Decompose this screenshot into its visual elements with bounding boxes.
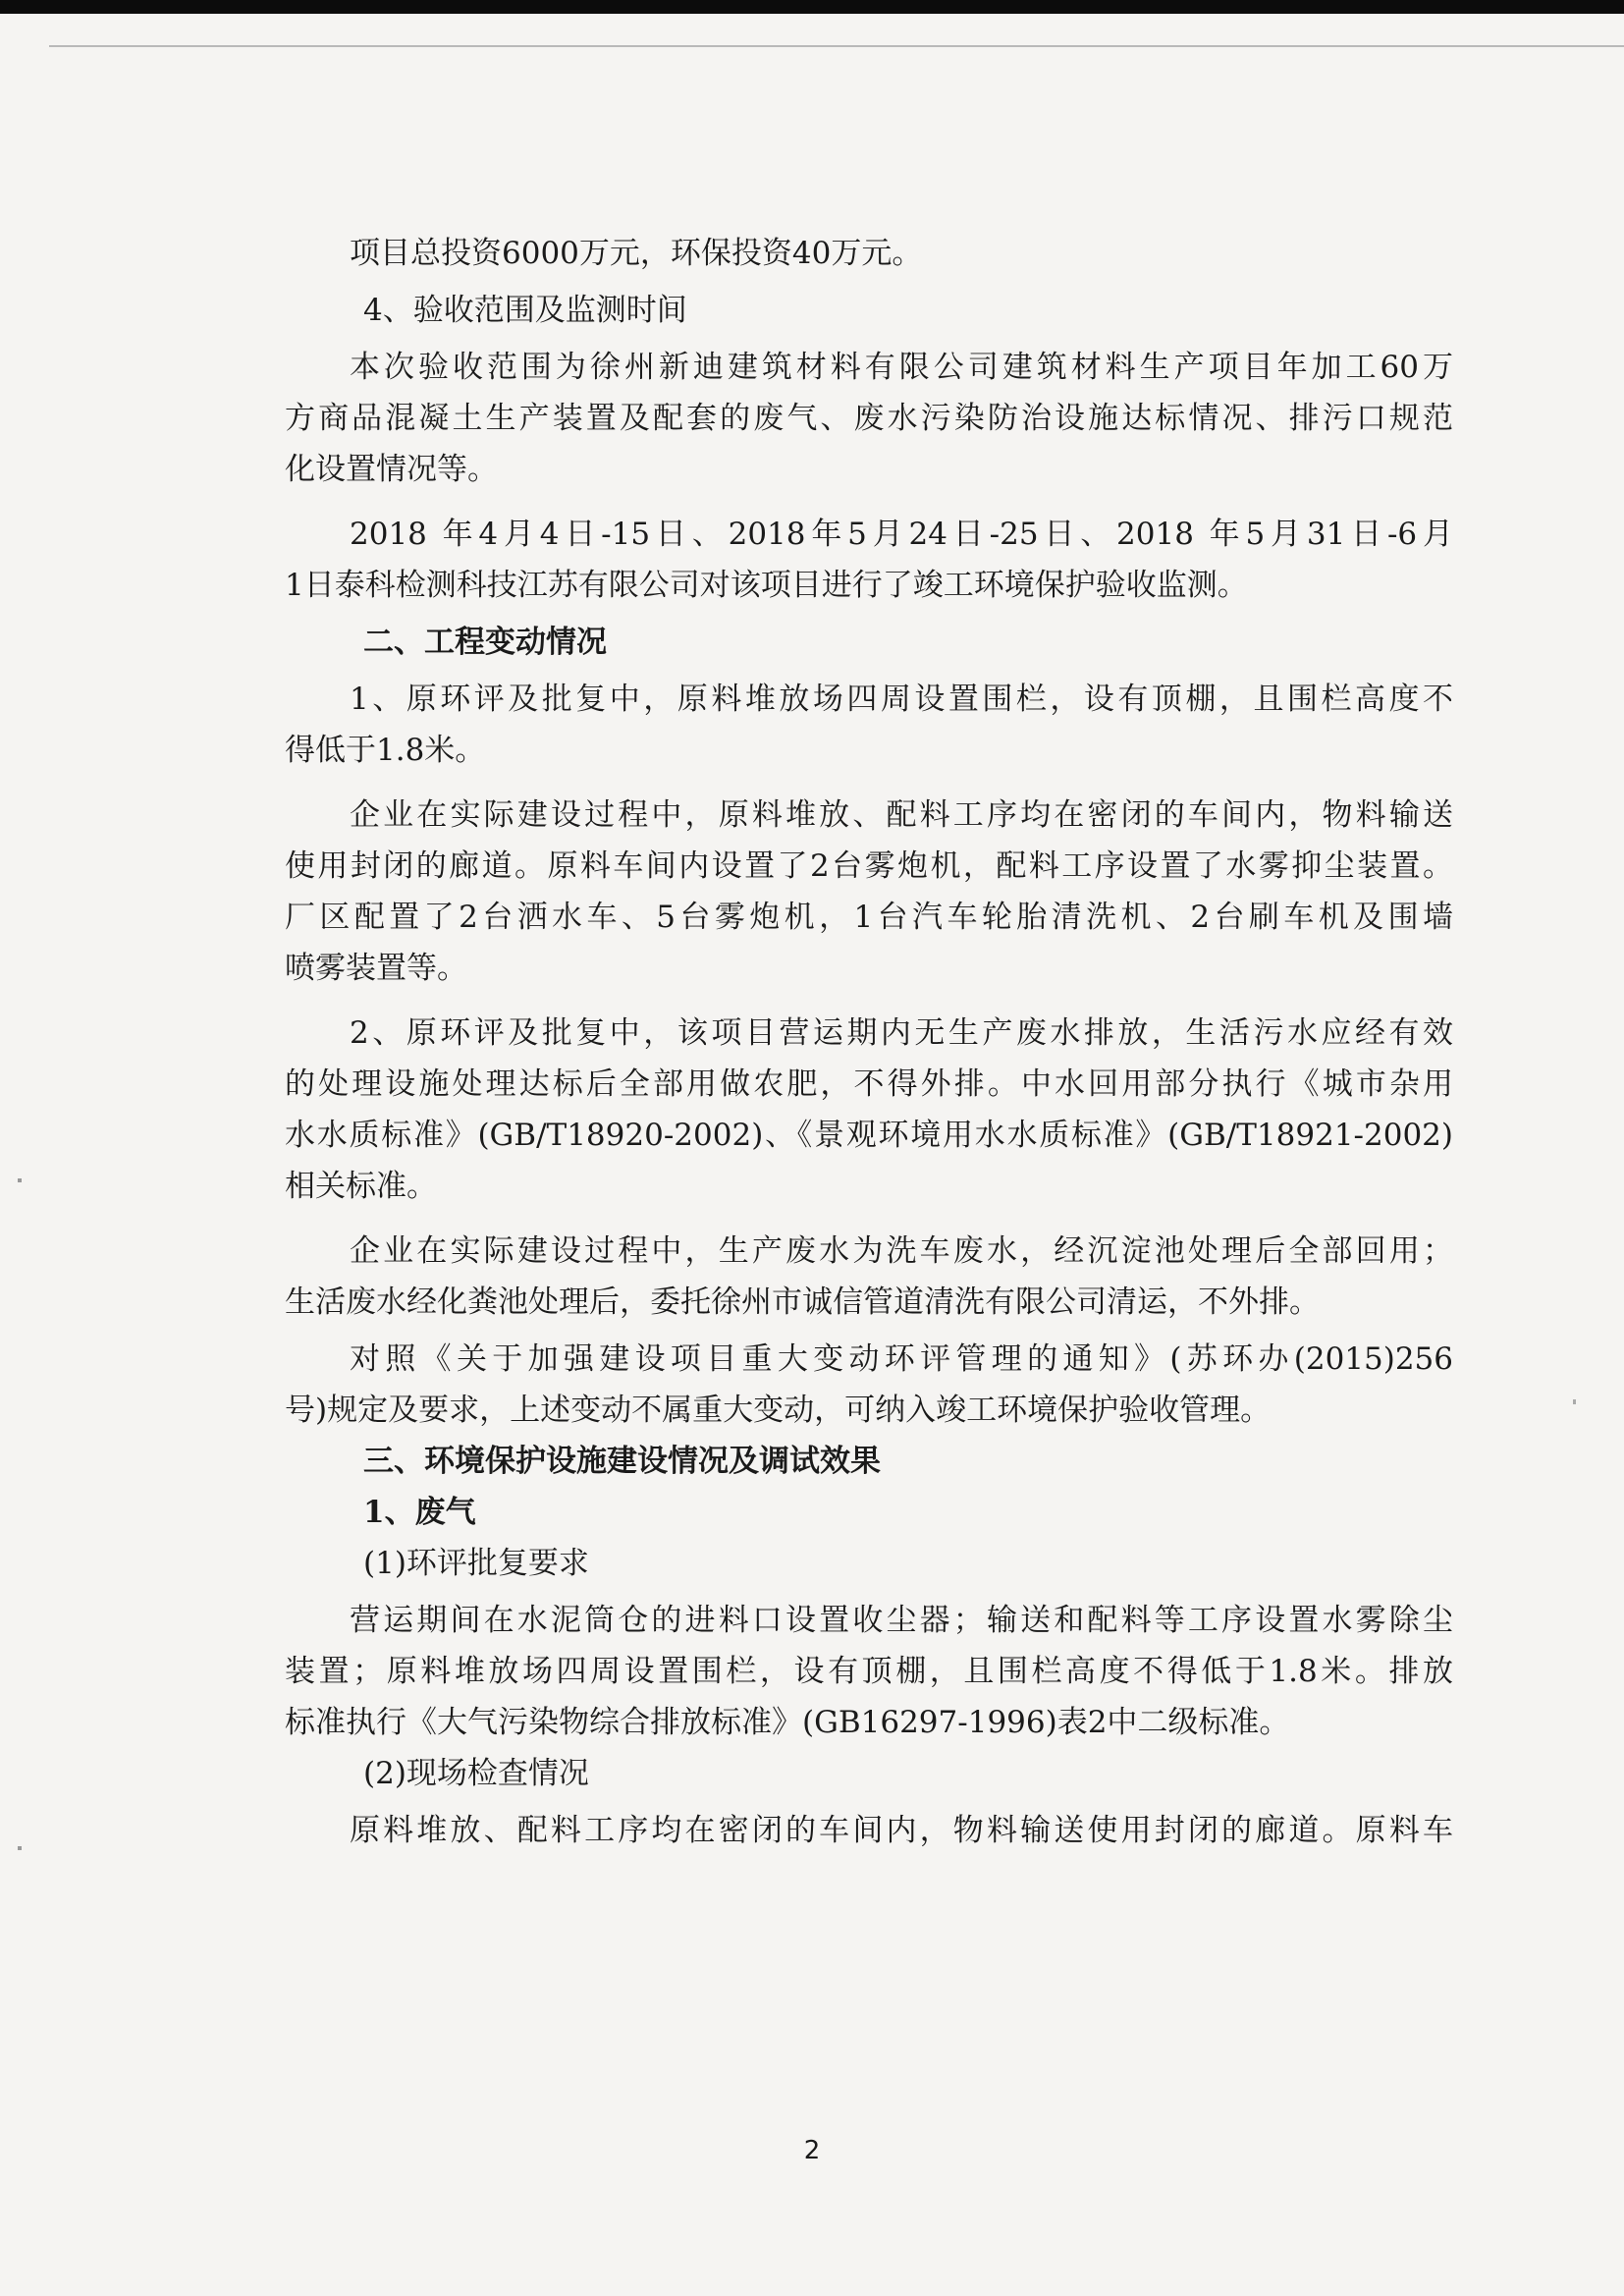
scan-speck	[18, 1846, 22, 1850]
section-subheading: 1、废气	[363, 1495, 476, 1530]
section-heading: 三、环境保护设施建设情况及调试效果	[363, 1444, 881, 1479]
scan-speck	[18, 1178, 22, 1182]
paragraph-line: 2018 年4月4日-15日、2018年5月24日-25日、2018 年5月31日-6月	[350, 517, 1453, 552]
paragraph-line: 水水质标准》(GB/T18920-2002)、《景观环境用水水质标准》(GB/T18921-2002)	[285, 1118, 1453, 1153]
scan-edge-line	[49, 45, 1624, 47]
subsection-label: (2)现场检查情况	[363, 1756, 589, 1791]
paragraph-line: 方商品混凝土生产装置及配套的废气、废水污染防治设施达标情况、排污口规范	[285, 401, 1453, 436]
paragraph-line: 2、原环评及批复中，该项目营运期内无生产废水排放，生活污水应经有效	[350, 1015, 1453, 1051]
paragraph-line: 厂区配置了2台洒水车、5台雾炮机，1台汽车轮胎清洗机、2台刷车机及围墙	[285, 900, 1453, 935]
paragraph-line: 营运期间在水泥筒仓的进料口设置收尘器；输送和配料等工序设置水雾除尘	[350, 1603, 1453, 1638]
paragraph-line: 喷雾装置等。	[285, 951, 467, 986]
paragraph-line: 原料堆放、配料工序均在密闭的车间内，物料输送使用封闭的廊道。原料车	[350, 1813, 1453, 1848]
section-subheading: 4、验收范围及监测时间	[363, 293, 687, 328]
paragraph-line: 的处理设施处理达标后全部用做农肥，不得外排。中水回用部分执行《城市杂用	[285, 1066, 1453, 1102]
paragraph-line: 相关标准。	[285, 1169, 437, 1204]
paragraph-line: 装置；原料堆放场四周设置围栏，设有顶棚，且围栏高度不得低于1.8米。排放	[285, 1654, 1453, 1689]
paragraph-line: 项目总投资6000万元，环保投资40万元。	[350, 236, 923, 271]
paragraph-line: 1日泰科检测科技江苏有限公司对该项目进行了竣工环境保护验收监测。	[285, 568, 1248, 603]
paragraph-line: 1、原环评及批复中，原料堆放场四周设置围栏，设有顶棚，且围栏高度不	[350, 682, 1453, 717]
subsection-label: (1)环评批复要求	[363, 1546, 589, 1581]
paragraph-line: 企业在实际建设过程中，原料堆放、配料工序均在密闭的车间内，物料输送	[350, 797, 1453, 833]
section-heading: 二、工程变动情况	[363, 625, 607, 660]
paragraph-line: 得低于1.8米。	[285, 733, 486, 768]
scan-top-border	[0, 0, 1624, 14]
paragraph-line: 企业在实际建设过程中，生产废水为洗车废水，经沉淀池处理后全部回用；	[350, 1233, 1453, 1269]
paragraph-line: 本次验收范围为徐州新迪建筑材料有限公司建筑材料生产项目年加工60万	[350, 350, 1453, 385]
paragraph-line: 化设置情况等。	[285, 452, 498, 487]
scan-speck	[1573, 1399, 1576, 1404]
paragraph-line: 号)规定及要求，上述变动不属重大变动，可纳入竣工环境保护验收管理。	[285, 1393, 1272, 1428]
paragraph-line: 标准执行《大气污染物综合排放标准》(GB16297-1996)表2中二级标准。	[285, 1705, 1290, 1740]
paragraph-line: 生活废水经化粪池处理后，委托徐州市诚信管道清洗有限公司清运，不外排。	[285, 1285, 1320, 1320]
document-body	[285, 228, 1453, 1856]
page-number: 2	[803, 2136, 821, 2165]
paragraph-line: 对照《关于加强建设项目重大变动环评管理的通知》(苏环办(2015)256	[350, 1341, 1453, 1377]
paragraph-line: 使用封闭的廊道。原料车间内设置了2台雾炮机，配料工序设置了水雾抑尘装置。	[285, 848, 1453, 884]
